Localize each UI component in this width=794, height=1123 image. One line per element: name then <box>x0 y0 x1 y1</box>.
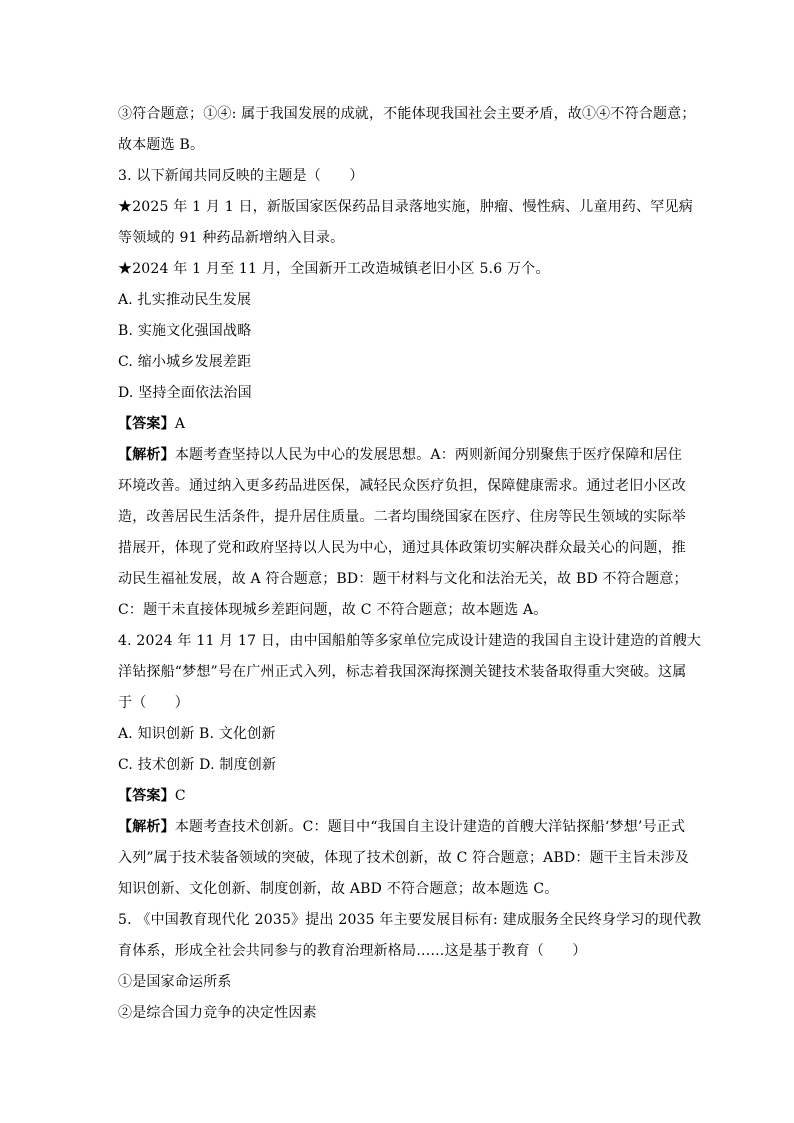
text-line: C：题干未直接体现城乡差距问题，故 C 不符合题意；故本题选 A。 <box>118 602 548 618</box>
option-b: B. 实施文化强国战略 <box>118 323 252 339</box>
text-line: 造，改善居民生活条件，提升居住质量。二者均围绕国家在医疗、住房等民生领域的实际举 <box>118 509 686 525</box>
options-cd: C. 技术创新 D. 制度创新 <box>118 757 277 773</box>
option-a: A. 扎实推动民生发展 <box>118 292 252 308</box>
text-line: 等领域的 91 种药品新增纳入目录。 <box>118 230 345 246</box>
option-c: C. 缩小城乡发展差距 <box>118 354 252 370</box>
question-3-stem: 3. 以下新闻共同反映的主题是（ ） <box>118 168 364 184</box>
analysis-text: 本题考查技术创新。C：题目中“我国自主设计建造的首艘大洋钻探船‘梦想’号正式 <box>174 819 686 835</box>
text-line: 入列”属于技术装备领域的突破，体现了技术创新，故 C 符合题意；ABD：题干主旨未涉及 <box>118 850 689 866</box>
text-line: 措展开，体现了党和政府坚持以人民为中心，通过具体政策切实解决群众最关心的问题，推 <box>118 540 686 556</box>
text-line: 知识创新、文化创新、制度创新，故 ABD 不符合题意；故本题选 C。 <box>118 881 559 897</box>
analysis-line <box>118 812 686 843</box>
option-1: ①是国家命运所系 <box>118 974 232 990</box>
text-line: ③符合题意；①④: 属于我国发展的成就，不能体现我国社会主要矛盾，故①④不符合题意； <box>118 106 696 122</box>
text-line: 洋钻探船“梦想”号在广州正式入列，标志着我国深海探测关键技术装备取得重大突破。这属 <box>118 664 687 680</box>
answer-value: C <box>174 788 186 804</box>
text-line: 故本题选 B。 <box>118 137 205 153</box>
text-line: 环境改善。通过纳入更多药品进医保，减轻民众医疗负担，保障健康需求。通过老旧小区改 <box>118 478 686 494</box>
answer-line <box>118 781 678 812</box>
question-4-stem: 4. 2024 年 11 月 17 日，由中国船舶等多家单位完成设计建造的我国自主设计建造的首艘大 <box>118 633 702 649</box>
analysis-text: 本题考查坚持以人民为中心的发展思想。A：两则新闻分别聚焦于医疗保障和居住 <box>174 447 683 463</box>
analysis-tag: 【解析】 <box>118 819 175 835</box>
text-line: ★2024 年 1 月至 11 月，全国新开工改造城镇老旧小区 5.6 万个。 <box>118 261 550 277</box>
document-page <box>118 99 702 1029</box>
option-d: D. 坚持全面依法治国 <box>118 385 252 401</box>
analysis-tag: 【解析】 <box>118 447 175 463</box>
answer-tag: 【答案】 <box>118 416 175 432</box>
answer-line <box>118 409 678 440</box>
options-ab: A. 知识创新 B. 文化创新 <box>118 726 276 742</box>
answer-value: A <box>174 416 186 432</box>
question-5-stem: 5. 《中国教育现代化 2035》提出 2035 年主要发展目标有: 建成服务全民终身学习的现代教 <box>118 912 702 928</box>
text-line: 育体系，形成全社会共同参与的教育治理新格局……这是基于教育（ ） <box>118 943 587 959</box>
text-line: ★2025 年 1 月 1 日，新版国家医保药品目录落地实施，肿瘤、慢性病、儿童用药、罕见病 <box>118 199 693 215</box>
text-line: 动民生福祉发展，故 A 符合题意；BD：题干材料与文化和法治无关，故 BD 不符合题意； <box>118 571 688 587</box>
text-line: 于（ ） <box>118 695 189 711</box>
option-2: ②是综合国力竞争的决定性因素 <box>118 1005 317 1021</box>
answer-tag: 【答案】 <box>118 788 175 804</box>
analysis-line <box>118 440 683 471</box>
